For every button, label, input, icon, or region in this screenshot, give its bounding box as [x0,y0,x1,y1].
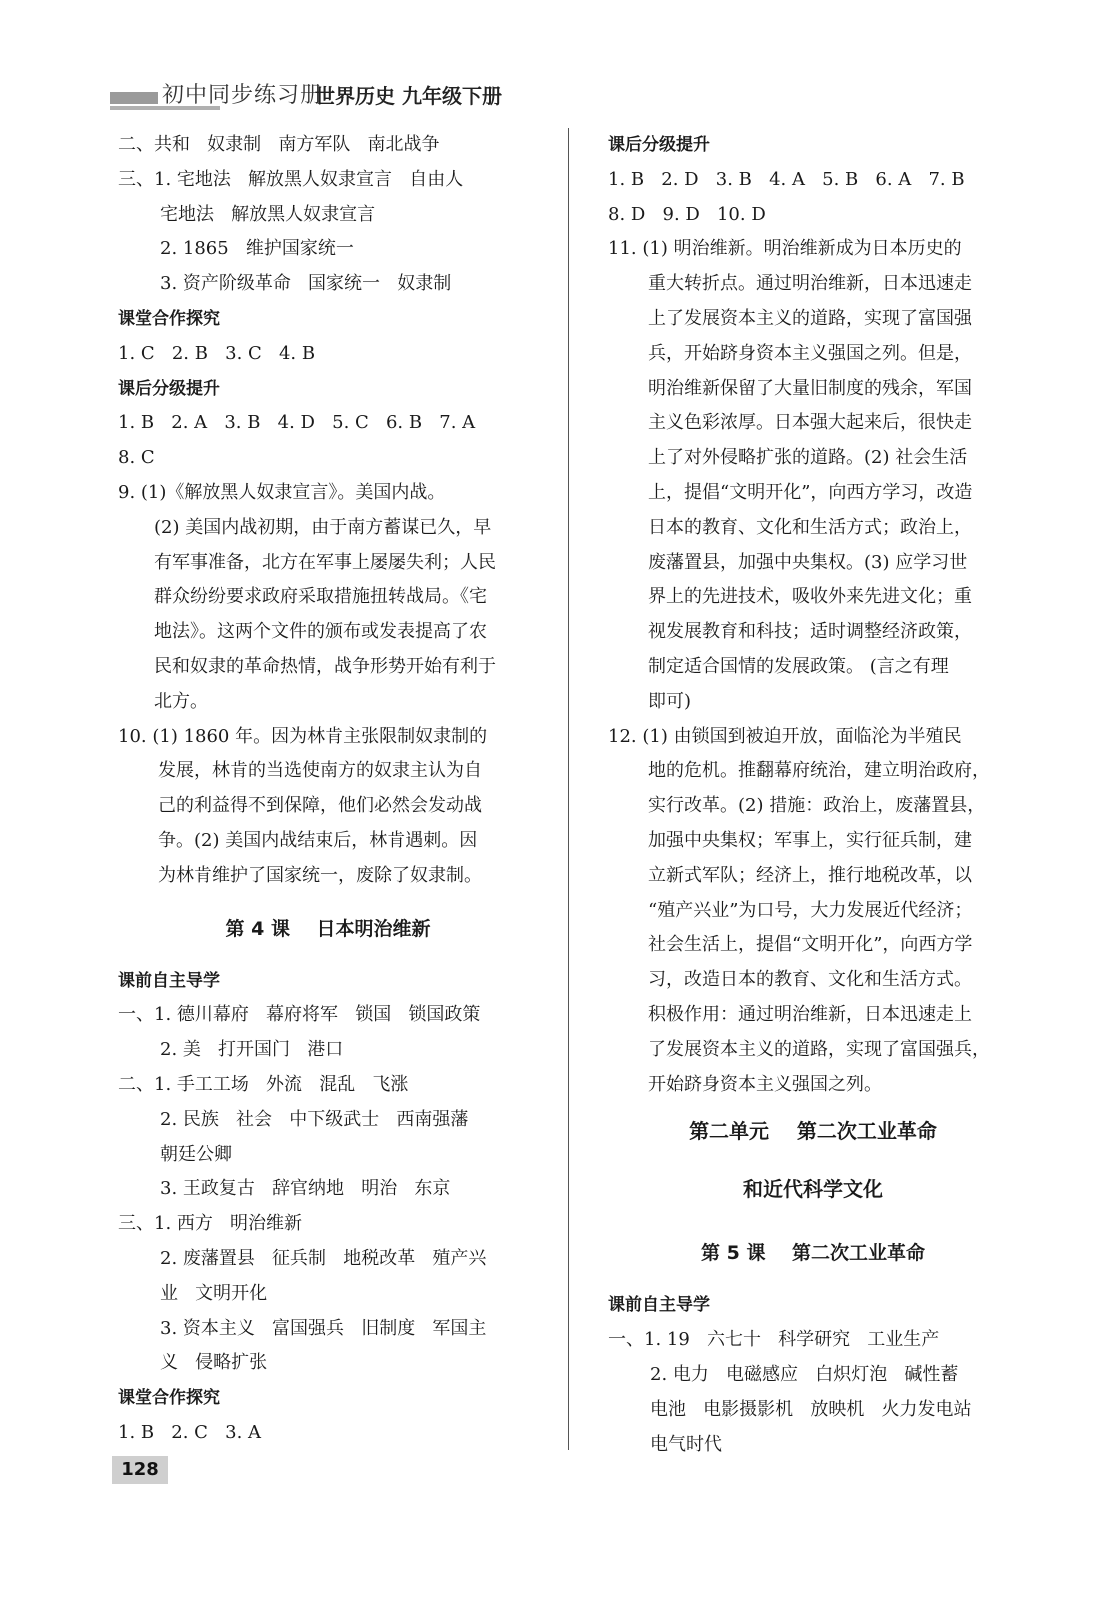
answer-line: 二、1. 手工工场 外流 混乱 飞涨 [118,1073,409,1095]
section-heading: 课后分级提升 [118,378,220,399]
answer-line: 朝廷公卿 [160,1143,232,1165]
answer-line: 2. 1865 维护国家统一 [160,238,354,260]
answer-line: 制定适合国情的发展政策。 (言之有理 [648,655,949,677]
answer-line: 1. B 2. D 3. B 4. A 5. B 6. A 7. B [608,168,965,190]
lesson-title: 第 5 课 第二次工业革命 [701,1242,925,1265]
answer-line: 2. 民族 社会 中下级武士 西南强藩 [160,1108,469,1130]
header-decoration-bar [110,92,158,104]
lesson-title: 第 4 课 日本明治维新 [225,917,431,940]
answer-line: 3. 资产阶级革命 国家统一 奴隶制 [160,273,452,295]
answer-line: 民和奴隶的革命热情，战争形势开始有利于 [154,655,496,677]
answer-line: 争。(2) 美国内战结束后，林肯遇刺。因 [158,829,478,851]
answer-line: 加强中央集权；军事上，实行征兵制，建 [648,829,972,851]
answer-line: 发展，林肯的当选使南方的奴隶主认为自 [158,760,482,782]
page-number: 128 [112,1456,168,1484]
answer-line: (2) 美国内战初期，由于南方蓄谋已久，早 [154,516,492,538]
answer-line: 8. D 9. D 10. D [608,203,766,225]
column-divider [568,128,569,1450]
answer-line: “殖产兴业”为口号，大力发展近代经济； [648,899,973,921]
answer-line: 9. (1)《解放黑人奴隶宣言》。美国内战。 [118,481,446,503]
section-heading: 课堂合作探究 [118,308,220,329]
running-header [110,74,570,114]
answer-line: 立新式军队；经济上，推行地税改革，以 [648,864,972,886]
answer-line: 3. 王政复古 辞官纳地 明治 东京 [160,1178,451,1200]
section-heading: 课前自主导学 [608,1295,710,1316]
answer-line: 视发展教育和科技；适时调整经济政策， [648,621,972,643]
answer-line: 一、1. 德川幕府 幕府将军 锁国 锁国政策 [118,1004,481,1026]
section-heading: 课前自主导学 [118,970,220,991]
answer-line: 群众纷纷要求政府采取措施扭转战局。《宅 [154,586,487,608]
answer-line: 即可) [648,690,692,712]
answer-line: 2. 电力 电磁感应 白炽灯泡 碱性蓄 [650,1363,959,1385]
answer-line: 主义色彩浓厚。日本强大起来后，很快走 [648,412,972,434]
header-subject: 世界历史 九年级下册 [315,84,502,108]
answer-line: 北方。 [154,690,208,712]
unit-title: 和近代科学文化 [743,1177,883,1202]
answer-line: 1. B 2. A 3. B 4. D 5. C 6. B 7. A [118,412,476,434]
answer-line: 10. (1) 1860 年。因为林肯主张限制奴隶制的 [118,725,488,747]
answer-line: 1. B 2. C 3. A [118,1421,262,1443]
answer-line: 习，改造日本的教育、文化和生活方式。 [648,969,972,991]
answer-line: 上了发展资本主义的道路，实现了富国强 [648,307,972,329]
answer-line: 宅地法 解放黑人奴隶宣言 [160,203,376,225]
answer-line: 1. C 2. B 3. C 4. B [118,342,316,364]
answer-line: 11. (1) 明治维新。明治维新成为日本历史的 [608,238,962,260]
answer-line: 三、1. 西方 明治维新 [118,1213,303,1235]
answer-line: 为林肯维护了国家统一，废除了奴隶制。 [158,864,482,886]
right-column [608,128,1018,1462]
answer-line: 上了对外侵略扩张的道路。(2) 社会生活 [648,447,968,469]
answer-line: 电池 电影摄影机 放映机 火力发电站 [650,1398,972,1420]
answer-line: 重大转折点。通过明治维新，日本迅速走 [648,273,972,295]
answer-line: 业 文明开化 [160,1282,268,1304]
answer-line: 日本的教育、文化和生活方式；政治上， [648,516,972,538]
answer-line: 二、共和 奴隶制 南方军队 南北战争 [118,134,440,155]
answer-line: 界上的先进技术，吸收外来先进文化；重 [648,586,972,608]
answer-line: 废藩置县，加强中央集权。(3) 应学习世 [648,551,968,573]
answer-line: 社会生活上，提倡“文明开化”，向西方学 [648,934,973,956]
answer-line: 开始跻身资本主义强国之列。 [648,1073,882,1095]
answer-line: 有军事准备，北方在军事上屡屡失利；人民 [154,551,496,573]
answer-line: 明治维新保留了大量旧制度的残余，军国 [648,377,972,399]
answer-line: 地法》。这两个文件的颁布或发表提高了农 [154,621,487,643]
answer-line: 3. 资本主义 富国强兵 旧制度 军国主 [160,1317,487,1339]
answer-line: 2. 美 打开国门 港口 [160,1039,344,1061]
answer-line: 积极作用：通过明治维新，日本迅速走上 [648,1003,972,1025]
answer-line: 12. (1) 由锁国到被迫开放，面临沦为半殖民 [608,725,962,747]
answer-line: 三、1. 宅地法 解放黑人奴隶宣言 自由人 [118,168,464,190]
unit-title: 第二单元 第二次工业革命 [689,1119,937,1144]
answer-line: 上，提倡“文明开化”，向西方学习，改造 [648,481,973,503]
answer-line: 地的危机。推翻幕府统治，建立明治政府， [648,760,990,782]
answer-line: 一、1. 19 六七十 科学研究 工业生产 [608,1329,940,1351]
answer-line: 2. 废藩置县 征兵制 地税改革 殖产兴 [160,1247,487,1269]
section-heading: 课堂合作探究 [118,1388,220,1409]
answer-line: 了发展资本主义的道路，实现了富国强兵， [648,1038,990,1060]
answer-line: 己的利益得不到保障，他们必然会发动战 [158,795,482,817]
answer-line: 兵，开始跻身资本主义强国之列。但是， [648,342,972,364]
header-series-title: 初中同步练习册 [162,83,324,108]
answer-line: 义 侵略扩张 [160,1352,268,1374]
answer-line: 电气时代 [650,1433,722,1455]
answer-line: 8. C [118,447,155,469]
answer-line: 实行改革。(2) 措施：政治上，废藩置县， [648,795,986,817]
section-heading: 课后分级提升 [608,135,710,155]
left-column [118,128,538,1451]
